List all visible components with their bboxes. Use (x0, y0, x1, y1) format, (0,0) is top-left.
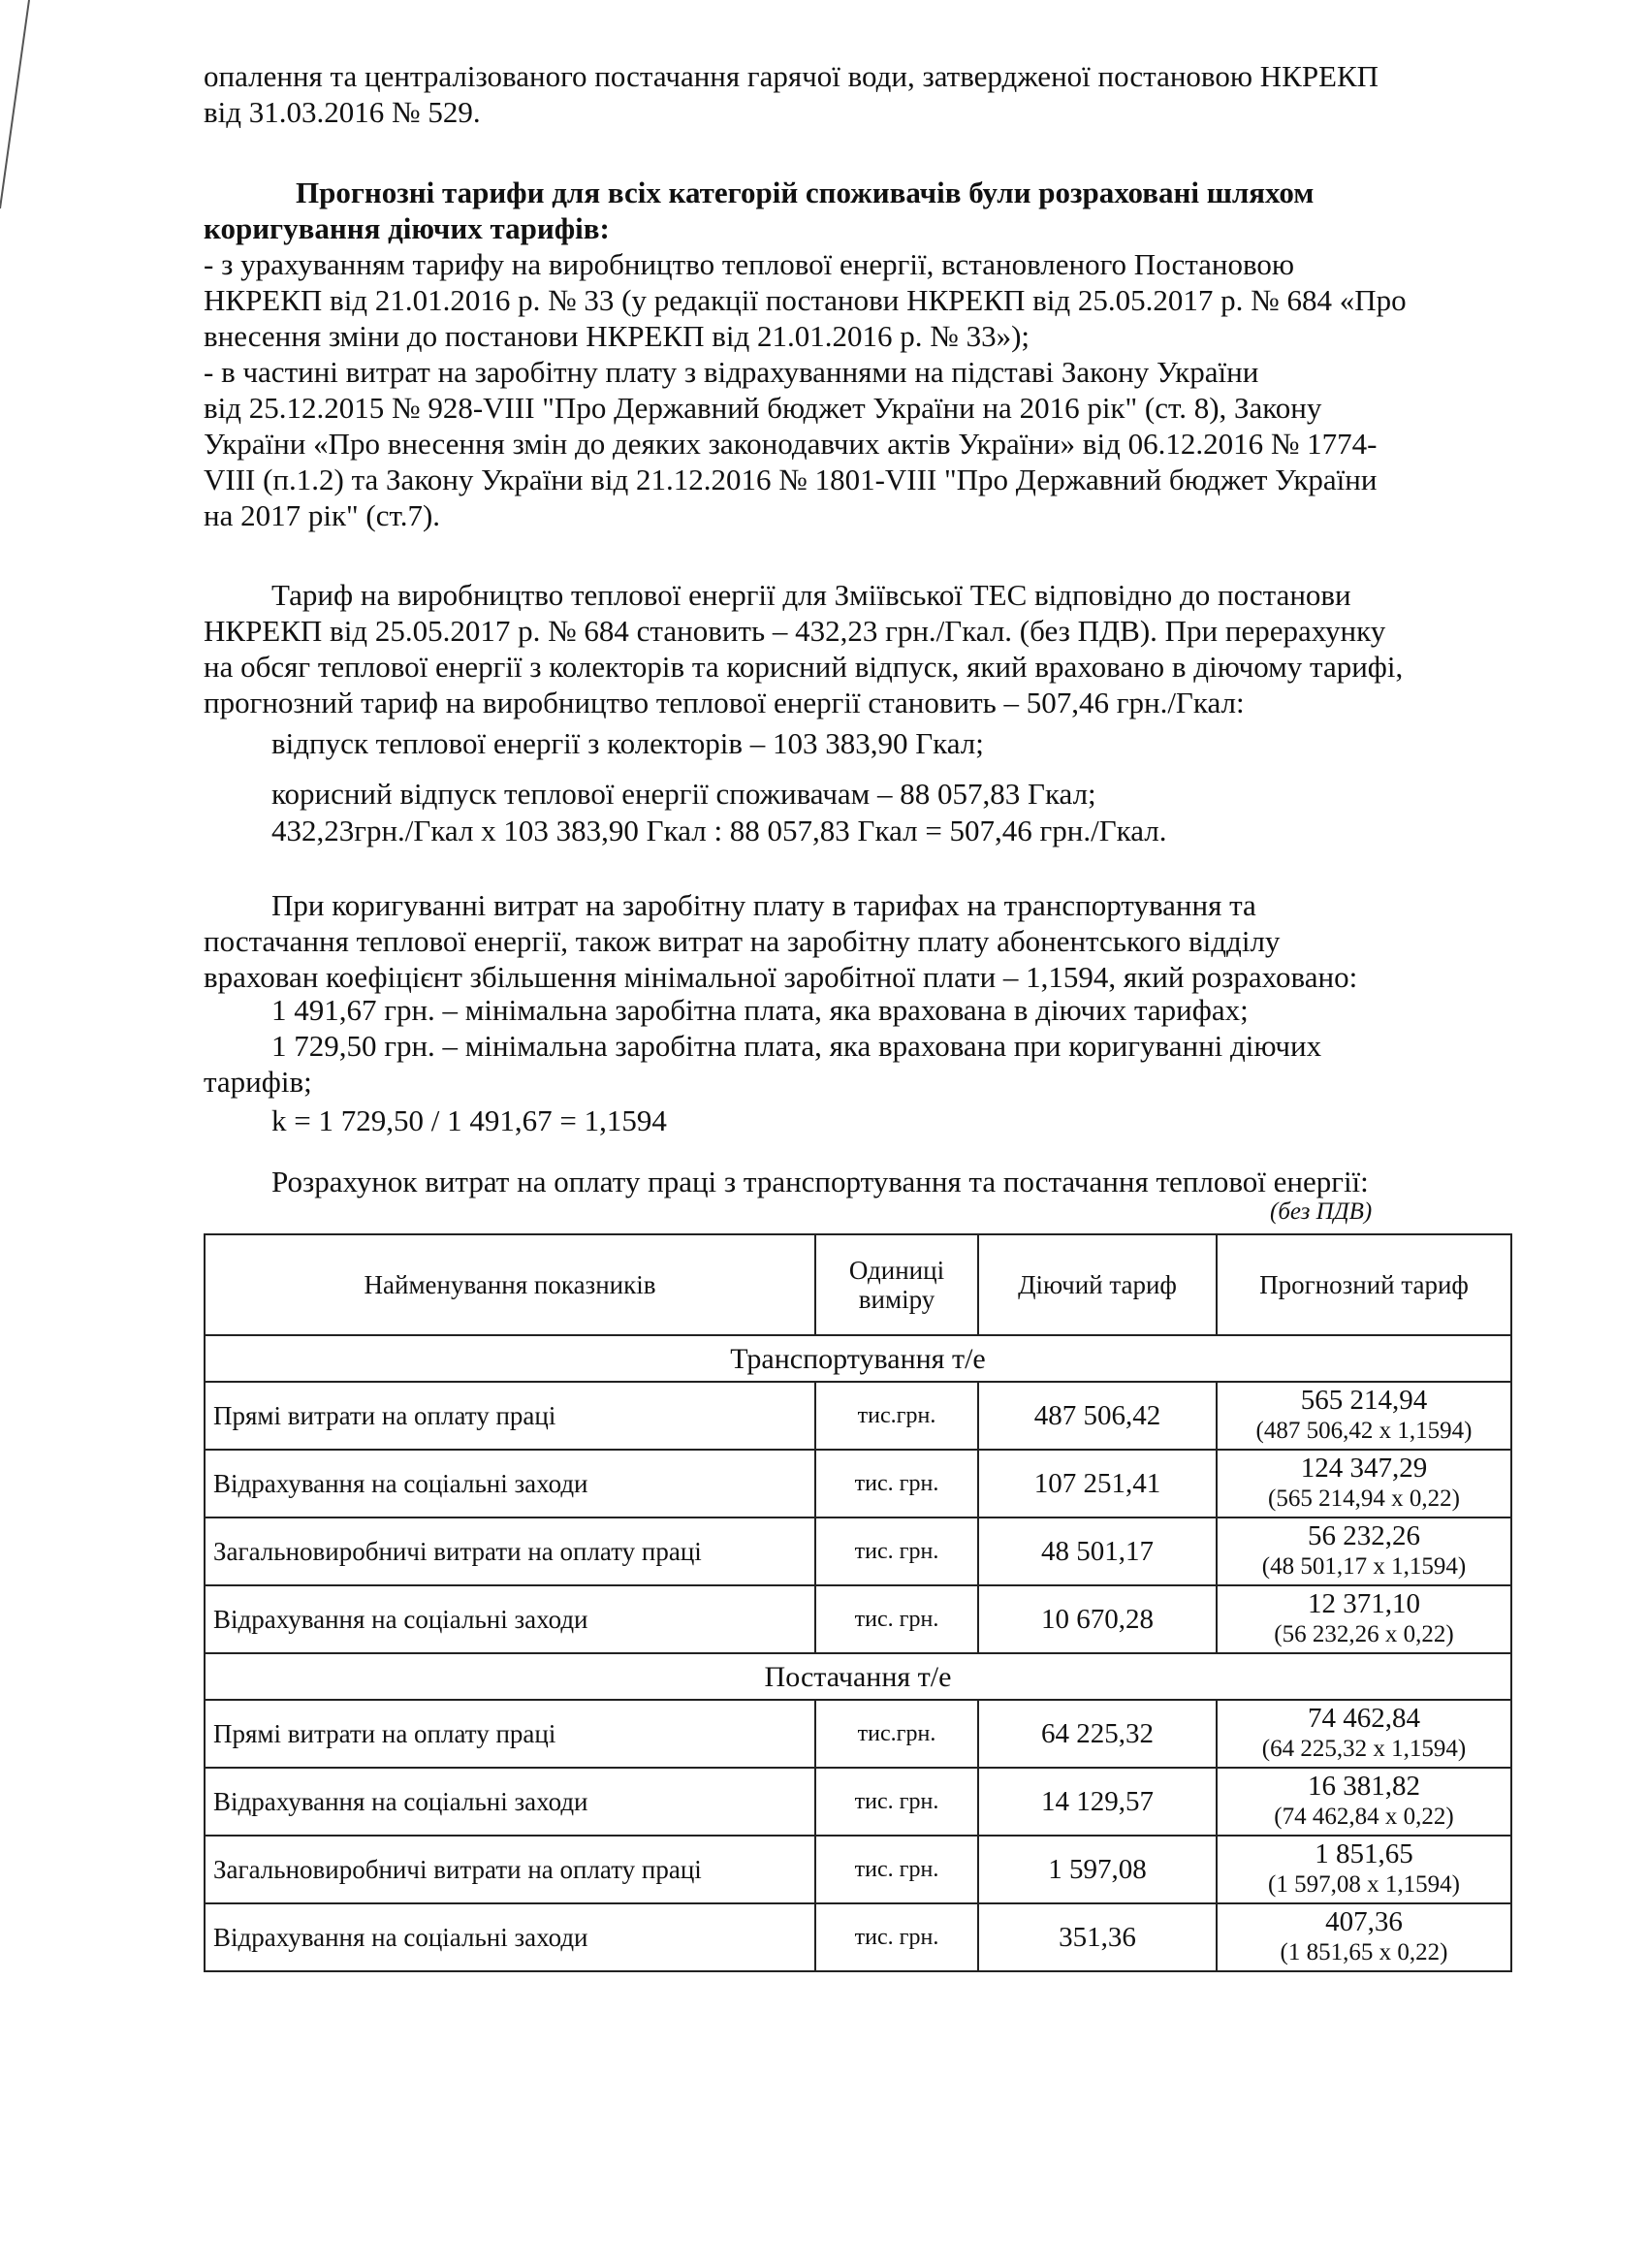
row-unit: тис.грн. (815, 1700, 978, 1768)
text-line: НКРЕКП від 21.01.2016 р. № 33 (у редакції постанови НКРЕКП від 25.05.2017 р. № 684 «Про (204, 283, 1407, 317)
row-name: Відрахування на соціальні заходи (205, 1585, 815, 1653)
row-forecast (1217, 1903, 1511, 1971)
text-line: - з урахуванням тарифу на виробництво теплової енергії, встановленого Постановою (204, 247, 1295, 281)
row-current: 64 225,32 (978, 1700, 1217, 1768)
row-current: 14 129,57 (978, 1768, 1217, 1836)
forecast-calc: (565 214,94 х 0,22) (1268, 1485, 1460, 1512)
text-line: 1 729,50 грн. – мінімальна заробітна плата, яка врахована при коригуванні діючих (271, 1029, 1322, 1063)
table-row (205, 1700, 1511, 1768)
text-line: відпуск теплової енергії з колекторів – 103 383,90 Гкал; (271, 726, 984, 760)
text-line: Тариф на виробництво теплової енергії для Зміївської ТЕС відповідно до постанови (271, 578, 1351, 612)
row-unit: тис. грн. (815, 1836, 978, 1903)
tariff-paragraph (204, 577, 1498, 720)
forecast-value: 124 347,29 (1300, 1453, 1428, 1484)
text-line: від 25.12.2015 № 928-VIII "Про Державний бюджет України на 2016 рік" (ст. 8), Закону (204, 391, 1322, 425)
forecast-heading (204, 175, 1498, 246)
row-forecast (1217, 1450, 1511, 1517)
text-line: внесення зміни до постанови НКРЕКП від 21.01.2016 р. № 33»); (204, 319, 1030, 353)
header-forecast: Прогнозний тариф (1217, 1234, 1511, 1335)
forecast-value: 56 232,26 (1308, 1520, 1420, 1551)
row-current: 1 597,08 (978, 1836, 1217, 1903)
row-forecast (1217, 1585, 1511, 1653)
forecast-calc: (48 501,17 х 1,1594) (1261, 1553, 1467, 1580)
row-unit: тис.грн. (815, 1382, 978, 1450)
text-line: 432,23грн./Гкал х 103 383,90 Гкал : 88 057,83 Гкал = 507,46 грн./Гкал. (271, 814, 1167, 847)
header-name: Найменування показників (205, 1234, 815, 1335)
forecast-calc: (1 851,65 х 0,22) (1280, 1939, 1448, 1965)
row-name: Прямі витрати на оплату праці (205, 1382, 815, 1450)
row-forecast (1217, 1768, 1511, 1836)
text-line: Прогнозні тарифи для всіх категорій споживачів були розраховані шляхом (296, 176, 1315, 209)
table-row (205, 1836, 1511, 1903)
forecast-value: 407,36 (1325, 1906, 1403, 1937)
forecast-value: 1 851,65 (1315, 1838, 1413, 1869)
text-line: коригування діючих тарифів: (204, 211, 610, 245)
forecast-calc: (74 462,84 х 0,22) (1274, 1804, 1454, 1830)
text-line: - в частині витрат на заробітну плату з відрахуваннями на підставі Закону України (204, 355, 1259, 389)
section-title: Постачання т/е (205, 1653, 1511, 1700)
forecast-value: 16 381,82 (1308, 1771, 1420, 1802)
table-row (205, 1768, 1511, 1836)
intro-paragraph (204, 58, 1498, 130)
row-forecast (1217, 1700, 1511, 1768)
forecast-calc: (1 597,08 х 1,1594) (1268, 1871, 1460, 1898)
forecast-value: 12 371,10 (1308, 1588, 1420, 1619)
forecast-calc: (64 225,32 х 1,1594) (1261, 1736, 1467, 1762)
row-current: 48 501,17 (978, 1517, 1217, 1585)
row-current: 107 251,41 (978, 1450, 1217, 1517)
vat-note: (без ПДВ) (1270, 1198, 1373, 1225)
row-current: 351,36 (978, 1903, 1217, 1971)
text-line: НКРЕКП від 25.05.2017 р. № 684 становить – 432,23 грн./Гкал. (без ПДВ). При перерахунку (204, 614, 1386, 648)
text-line: на 2017 рік" (ст.7). (204, 498, 441, 532)
table-row (205, 1517, 1511, 1585)
header-unit: Одиниці виміру (815, 1234, 978, 1335)
row-current: 487 506,42 (978, 1382, 1217, 1450)
row-name: Загальновиробничі витрати на оплату праці (205, 1517, 815, 1585)
row-unit: тис. грн. (815, 1903, 978, 1971)
row-forecast (1217, 1517, 1511, 1585)
table-caption: Розрахунок витрат на оплату праці з транспортування та постачання теплової енергії: (271, 1165, 1369, 1198)
text-line: прогнозний тариф на виробництво теплової енергії становить – 507,46 грн./Гкал: (204, 686, 1245, 719)
row-unit: тис. грн. (815, 1450, 978, 1517)
row-forecast (1217, 1382, 1511, 1450)
row-unit: тис. грн. (815, 1517, 978, 1585)
bullet-item (204, 246, 1498, 354)
row-name: Загальновиробничі витрати на оплату праці (205, 1836, 815, 1903)
table-row (205, 1903, 1511, 1971)
text-line: від 31.03.2016 № 529. (204, 95, 481, 129)
scan-edge-mark (0, 0, 39, 223)
row-name: Відрахування на соціальні заходи (205, 1768, 815, 1836)
text-line: 1 491,67 грн. – мінімальна заробітна плата, яка врахована в діючих тарифах; (271, 993, 1249, 1027)
text-line: України «Про внесення змін до деяких законодавчих актів України» від 06.12.2016 № 1774- (204, 427, 1378, 461)
table-row (205, 1585, 1511, 1653)
forecast-value: 565 214,94 (1300, 1385, 1428, 1416)
text-line: опалення та централізованого постачання гарячої води, затвердженої постановою НКРЕКП (204, 59, 1379, 93)
forecast-calc: (487 506,42 х 1,1594) (1255, 1418, 1473, 1444)
section-row (205, 1335, 1511, 1382)
table-row (205, 1382, 1511, 1450)
text-line: постачання теплової енергії, також витрат на заробітну плату абонентського відділу (204, 924, 1281, 958)
row-unit: тис. грн. (815, 1585, 978, 1653)
coefficient-paragraph (204, 887, 1498, 995)
row-name: Відрахування на соціальні заходи (205, 1903, 815, 1971)
text-line: корисний відпуск теплової енергії споживачам – 88 057,83 Гкал; (271, 777, 1096, 811)
forecast-calc: (56 232,26 х 0,22) (1274, 1621, 1454, 1647)
section-title: Транспортування т/е (205, 1335, 1511, 1382)
row-forecast (1217, 1836, 1511, 1903)
table-row (205, 1450, 1511, 1517)
labor-cost-table (204, 1233, 1512, 1972)
text-line: тарифів; (204, 1065, 312, 1099)
row-unit: тис. грн. (815, 1768, 978, 1836)
bullet-item (204, 354, 1498, 533)
text-line: k = 1 729,50 / 1 491,67 = 1,1594 (271, 1103, 667, 1137)
table-header-row (205, 1234, 1511, 1335)
row-name: Прямі витрати на оплату праці (205, 1700, 815, 1768)
section-row (205, 1653, 1511, 1700)
row-name: Відрахування на соціальні заходи (205, 1450, 815, 1517)
text-line: VIII (п.1.2) та Закону України від 21.12.2016 № 1801-VIII "Про Державний бюджет України (204, 463, 1378, 496)
text-line: на обсяг теплової енергії з колекторів та корисний відпуск, який враховано в діючому тарифі, (204, 650, 1404, 684)
header-current: Діючий тариф (978, 1234, 1217, 1335)
text-line: При коригуванні витрат на заробітну плату в тарифах на транспортування та (271, 888, 1256, 922)
text-line: врахован коефіцієнт збільшення мінімальної заробітної плати – 1,1594, який розраховано: (204, 960, 1358, 994)
forecast-value: 74 462,84 (1308, 1703, 1420, 1734)
row-current: 10 670,28 (978, 1585, 1217, 1653)
